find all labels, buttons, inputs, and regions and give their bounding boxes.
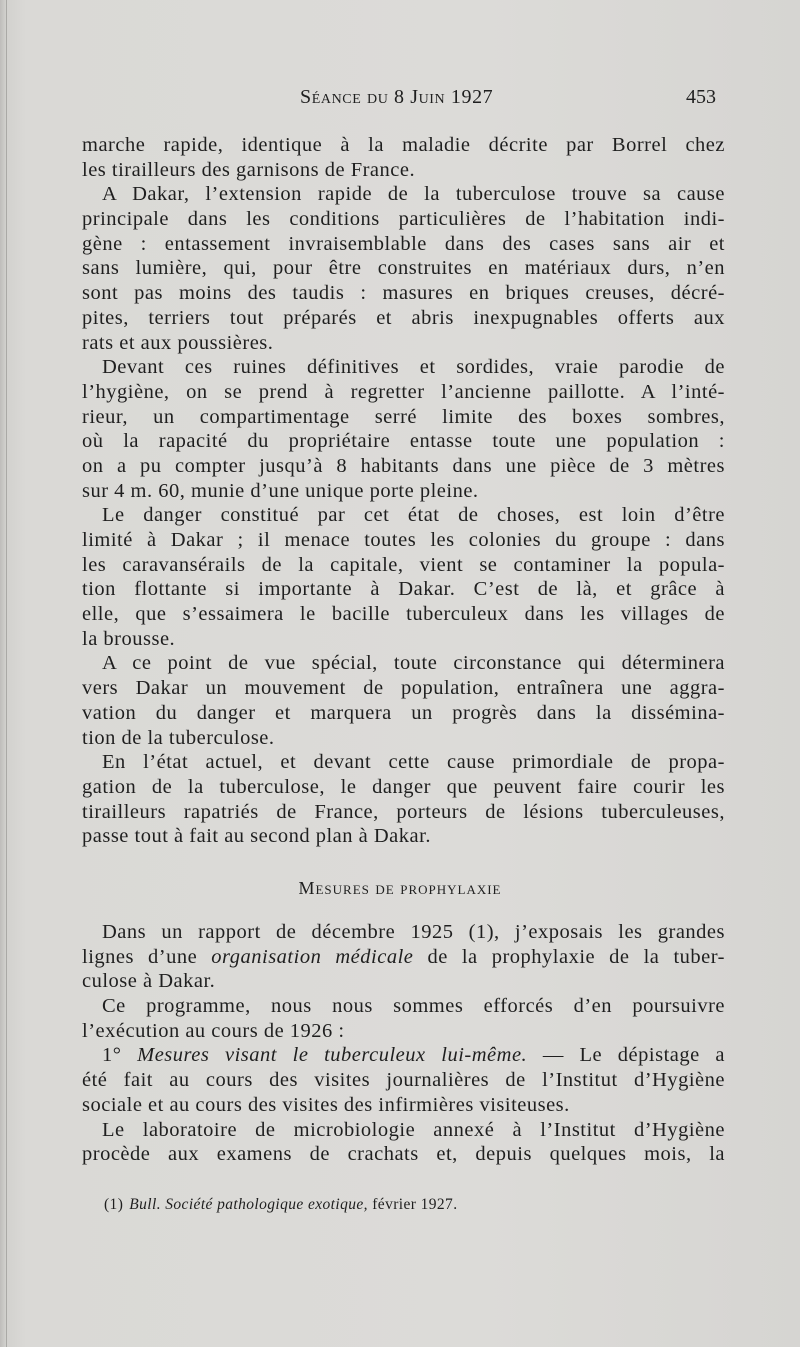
text-line: culose à Dakar. (82, 970, 216, 993)
section-heading: Mesures de prophylaxie (298, 878, 502, 898)
italic-phrase: organisation médicale (211, 945, 414, 968)
footnote-source: Bull. Société pathologique exotique, (129, 1196, 368, 1213)
text-line: l’exécution au cours de 1926 : (82, 1019, 345, 1042)
text-run: — Le dépistage a (527, 1044, 725, 1067)
text-line: sur 4 m. 60, munie d’une unique porte pleine. (82, 479, 479, 502)
text-line: on a pu compter jusqu’à 8 habitants dans une pièce de 3 mètres (82, 454, 725, 477)
body-text (82, 133, 725, 849)
list-number: 1° (102, 1044, 138, 1067)
text-line: Devant ces ruines définitives et sordides, vraie parodie de (102, 356, 725, 379)
text-line: Le laboratoire de microbiologie annexé à l’Institut d’Hygiène (102, 1118, 725, 1141)
text-line: sont pas moins des taudis : masures en briques creuses, décré- (82, 282, 725, 305)
text-line: gène : entassement invraisemblable dans des cases sans air et (82, 232, 725, 255)
text-line: tion de la tuberculose. (82, 726, 275, 749)
text-line: la brousse. (82, 627, 176, 650)
text-line: A Dakar, l’extension rapide de la tuberculose trouve sa cause (102, 183, 725, 206)
text-line: les caravansérails de la capitale, vient se contaminer la popula- (82, 553, 725, 576)
text-line: procède aux examens de crachats et, depuis quelques mois, la (82, 1143, 725, 1166)
section-body (82, 920, 725, 1167)
text-line: l’hygiène, on se prend à regretter l’ancienne paillotte. A l’inté- (82, 380, 725, 403)
text-line: été fait au cours des visites journalières de l’Institut d’Hygiène (82, 1069, 725, 1092)
text-line: sans lumière, qui, pour être construites en matériaux durs, n’en (82, 257, 725, 280)
footnote-marker: (1) (104, 1196, 124, 1213)
text-line: A ce point de vue spécial, toute circonstance qui déterminera (102, 652, 725, 675)
text-line (82, 1043, 725, 1068)
page-spine-edge (6, 0, 7, 1347)
text-line: principale dans les conditions particulières de l’habitation indi- (82, 208, 725, 231)
text-line: tirailleurs rapatriés de France, porteurs de lésions tuberculeuses, (82, 800, 725, 823)
text-line: rats et aux poussières. (82, 331, 274, 354)
footnote (104, 1196, 457, 1214)
text-line: marche rapide, identique à la maladie décrite par Borrel chez (82, 134, 725, 156)
text-line: limité à Dakar ; il menace toutes les colonies du groupe : dans (82, 529, 725, 551)
running-head-title: Séance du 8 Juin 1927 (300, 86, 494, 108)
page-number: 453 (686, 86, 716, 108)
text-line: Ce programme, nous nous sommes efforcés d’en poursuivre (102, 995, 725, 1018)
text-line: vation du danger et marquera un progrès dans la dissémina- (82, 701, 725, 724)
text-line: Le danger constitué par cet état de choses, est loin d’être (102, 504, 725, 527)
text-line: tion flottante si importante à Dakar. C’est de là, et grâce à (82, 578, 725, 601)
text-line: elle, que s’essaimera le bacille tuberculeux dans les villages de (82, 603, 725, 626)
text-line: où la rapacité du propriétaire entasse toute une population : (82, 430, 725, 453)
text-run: de la prophylaxie de la tuber- (413, 945, 725, 968)
text-line: pites, terriers tout préparés et abris inexpugnables offerts aux (82, 306, 725, 329)
text-line: les tirailleurs des garnisons de France. (82, 158, 416, 181)
text-run: lignes d’une (82, 945, 212, 968)
text-line (82, 945, 725, 970)
text-line: passe tout à fait au second plan à Dakar. (82, 825, 431, 848)
text-line: gation de la tuberculose, le danger que peuvent faire courir les (82, 775, 725, 798)
text-line: En l’état actuel, et devant cette cause primordiale de propa- (102, 751, 725, 774)
text-line: Dans un rapport de décembre 1925 (1), j’exposais les grandes (102, 921, 725, 943)
italic-phrase: Mesures visant le tuberculeux lui-même. (137, 1044, 528, 1067)
running-head (0, 86, 800, 116)
footnote-date: février 1927. (367, 1196, 458, 1213)
text-line: rieur, un compartimentage serré limite des boxes sombres, (82, 405, 725, 428)
text-line: vers Dakar un mouvement de population, entraînera une aggra- (82, 677, 725, 700)
text-line: sociale et au cours des visites des infirmières visiteuses. (82, 1093, 570, 1116)
